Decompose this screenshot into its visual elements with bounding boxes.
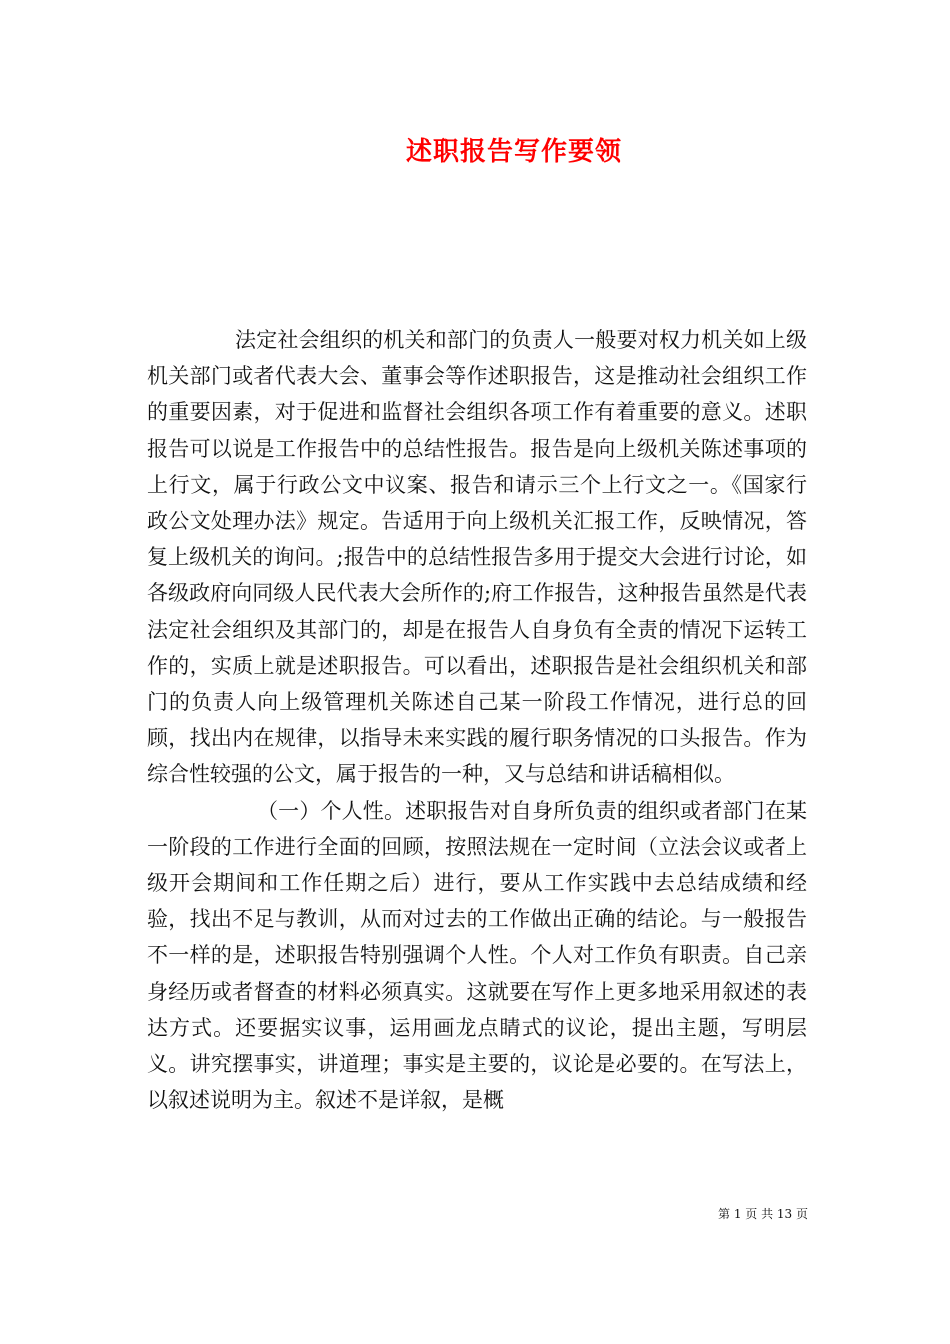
- document-title: 述职报告写作要领: [405, 137, 622, 167]
- page-footer: 第 1 页 共 13 页: [718, 1207, 808, 1221]
- paragraph-personal: （一）个人性。述职报告对自身所负责的组织或者部门在某一阶段的工作进行全面的回顾，按照法规在一定时间（立法会议或者上级开会期间和工作任期之后）进行，要从工作实践中去总结成绩和经验，找出不足与教训，从而对过去的工作做出正确的结论。与一般报告不一样的是，述职报告特别强调个人性。个人对工作负有职责。自己亲身经历或者督查的材料必须真实。这就要在写作上更多地采用叙述的表达方式。还要据实议事，运用画龙点睛式的议论，提出主题，写明层义。讲究摆事实，讲道理；事实是主要的，议论是必要的。在写法上，以叙述说明为主。叙述不是详叙，是概: [147, 798, 807, 1113]
- paragraph-intro: 法定社会组织的机关和部门的负责人一般要对权力机关如上级机关部门或者代表大会、董事会等作述职报告，这是推动社会组织工作的重要因素，对于促进和监督社会组织各项工作有着重要的意义。述职报告可以说是工作报告中的总结性报告。报告是向上级机关陈述事项的上行文，属于行政公文中议案、报告和请示三个上行文之一。《国家行政公文处理办法》规定。告适用于向上级机关汇报工作，反映情况，答复上级机关的询问。;报告中的总结性报告多用于提交大会进行讨论，如各级政府向同级人民代表大会所作的;府工作报告，这种报告虽然是代表法定社会组织及其部门的，却是在报告人自身负有全责的情况下运转工作的，实质上就是述职报告。可以看出，述职报告是社会组织机关和部门的负责人向上级管理机关陈述自己某一阶段工作情况，进行总的回顾，找出内在规律，以指导未来实践的履行职务情况的口头报告。作为综合性较强的公文，属于报告的一种，又与总结和讲话稿相似。: [147, 328, 807, 787]
- document-body: [147, 322, 807, 1118]
